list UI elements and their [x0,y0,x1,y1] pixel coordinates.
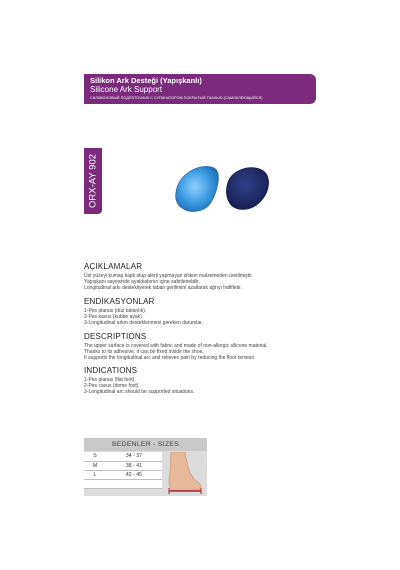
product-code: ORX-AY 902 [87,153,99,209]
size-range: 42 - 45 [106,470,162,479]
indications-line: 1-Pes planus (flat foot). [84,377,136,383]
indications-line: 2-Pes cavus (dome foot). [84,382,140,389]
size-range: 38 - 41 [106,461,162,470]
size-range-empty [106,479,162,488]
table-row [84,461,162,470]
endikasyonlar-line: 2-Pes kavus (kubbe ayak). [84,313,144,320]
table-row [84,452,162,461]
descriptions-line: The upper surface is covered with fabric and made of non-allergic silicone material. [84,343,268,349]
product-code-tab [84,148,102,214]
endikasyonlar-heading: ENDİKASYONLAR [84,297,155,306]
table-row [84,479,162,488]
descriptions-heading: DESCRIPTIONS [84,332,147,341]
fabric-side-pad [226,168,268,210]
product-image [170,160,280,225]
title-turkish: Silikon Ark Desteği (Yapışkanlı) [90,76,202,85]
descriptions-line: It supports the longitudinal arc and relieves pain by reducing the floor tension. [84,354,256,361]
foot-measure-icon [165,452,205,501]
aciklamalar-line: Longitudinal arkı destekliyerek taban gerilimini azaltarak ağrıyı hafifletir. [84,284,242,291]
aciklamalar-heading: AÇIKLAMALAR [84,262,143,271]
size-table [84,452,162,489]
size-range: 34 - 37 [106,452,162,461]
indications-line: 3-Longitudinal arc should be supported situations. [84,388,195,395]
endikasyonlar-line: 1-Pes planus (düz tabanlık). [84,308,147,314]
descriptions-line: Thanks to its adhesive, it can be fixed inside the shoe. [84,348,204,355]
product-title-banner [84,74,316,104]
size-label-empty [84,479,106,488]
size-chart-heading: BEDENLER - SIZES [84,438,207,451]
aciklamalar-line: Üst yüzeyi kumaş kaplı olup alerji yapmayan silikon malzemeden üretilmiştir. [84,273,253,279]
size-label: M [84,461,106,470]
indications-section [84,366,324,395]
descriptions-section [84,332,324,361]
aciklamalar-line: Yapışkanı sayesinde ayakkabının içine sabitlenebilir. [84,278,201,285]
size-label: L [84,470,106,479]
title-russian: СИЛИКОНОВЫЙ ПОДПЯТОЧНИК С СУПИНАТОРОМ ПОКРЫТЫЙ ТКАНЬЮ (САМОКЛЕЮЩИЙСЯ) [90,96,263,100]
aciklamalar-section [84,262,324,291]
title-english: Silicone Ark Support [90,85,163,94]
endikasyonlar-line: 3-Longitudinal arkın desteklenmesi gereken durumlar. [84,319,203,326]
gel-side-pad [176,166,219,211]
endikasyonlar-section [84,297,324,326]
indications-heading: INDICATIONS [84,366,138,375]
table-row [84,470,162,479]
size-label: S [84,452,106,461]
